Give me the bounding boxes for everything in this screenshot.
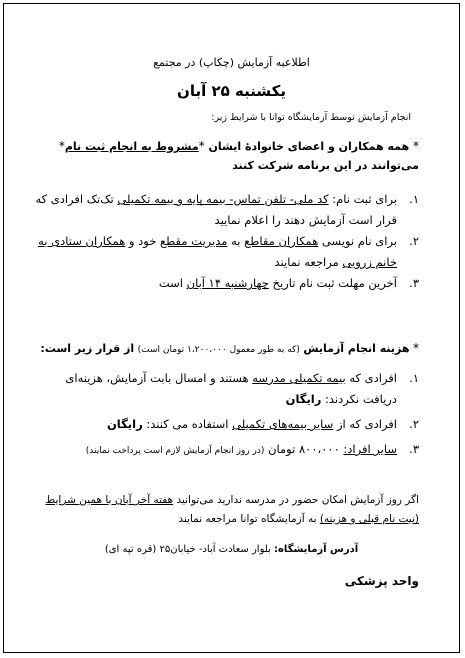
cost-amount: ۸۰۰،۰۰۰ تومان [268,442,340,456]
footer-paragraph [34,491,419,529]
item-underlined: همکاران مقاطع [244,234,319,248]
item-text: افرادی که از [336,417,397,431]
cost-colon: : [40,342,45,355]
cost-tail: از قرار زیر است [44,342,135,355]
intro-line: انجام آزمایش توسط آزمایشگاه توانا با شرایط زیر: [211,112,411,123]
cost-note: (در روز انجام آزمایش لازم است پرداخت نمایند) [85,446,265,456]
item-text: است [158,276,183,290]
asterisk-icon: * [413,139,419,153]
eligibility-paragraph [34,137,419,175]
item-text: استفاده می کنند: [146,417,229,431]
item-text: برای ثبت نام: [332,192,397,206]
footer-text: به آزمایشگاه توانا مراجعه نمایند [178,513,317,525]
item-text: آخرین مهلت ثبت نام تاریخ [272,276,397,290]
list-number: ۱. [409,371,419,385]
eligibility-condition: مشروط به انجام ثبت نام [64,140,199,153]
cost-label: هزینه انجام آزمایش [303,342,410,355]
date-title: یکشنبه ۲۵ آبان [177,82,286,100]
registration-list [34,189,419,294]
item-underlined: کد ملی- تلفن تماس- بیمه پایه و بیمه تکمیلی [117,192,329,206]
item-underlined: مدیریت مقطع [159,234,228,248]
asterisk-icon: * [58,139,65,153]
cost-heading [34,341,419,355]
item-text: افرادی که [349,371,397,385]
item-text: برای نام نویسی [321,234,397,248]
list-number: ۳. [409,276,419,290]
list-item [34,189,419,231]
list-item [34,231,419,273]
list-number: ۲. [409,234,419,248]
item-underlined: سایر بیمه‌های تکمیلی [232,417,334,431]
list-item [34,273,419,294]
cost-list [34,368,419,462]
list-item [34,439,419,462]
item-text: به [231,234,241,248]
item-underlined: همکاران ستادی به خانم زرویی [38,234,397,269]
item-underlined: بیمه تکمیلی مدرسه [252,371,346,385]
asterisk-icon: * [198,139,205,153]
item-text: تک‌تک افرادی که قرار است آزمایش دهند را اعلام نمایید [35,192,397,227]
address-line [4,544,459,555]
list-number: ۲. [409,417,419,431]
cost-value: رایگان [285,392,322,406]
item-text: هستند و امسال بابت آزمایش، هزینه‌ای دریافت نکردند: [65,371,397,406]
list-number: ۳. [409,442,419,456]
eligibility-part1: همه همکاران و اعضای خانوادهٔ ایشان [208,140,410,153]
announcement-heading: اطلاعیه آزمایش (چکاپ) در مجتمع [153,56,310,69]
asterisk-icon: * [413,341,419,355]
cost-note: (که به طور معمول ۱،۲۰۰،۰۰۰ تومان است) [137,345,300,355]
document-page [3,3,460,653]
footer-underlined: (نیت نام قبلی و هزینه) [319,513,419,525]
address-label: آدرس آزمایشگاه: [274,544,359,555]
item-underlined: چهارشنبه ۱۴ آبان [186,276,269,290]
item-text: خود و [128,234,157,248]
footer-underlined: هفته آخر آبان با همین شرایط [45,494,174,506]
footer-text: اگر روز آزمایش امکان حضور در مدرسه ندارید می‌توانید [176,494,419,506]
list-item [34,368,419,410]
eligibility-part3: می‌توانند در این برنامه شرکت کنند [232,159,419,172]
cost-value: رایگان [106,417,143,431]
list-number: ۱. [409,192,419,206]
item-underlined: سایر افراد: [343,442,397,456]
item-text: مراجعه نمایند [274,255,339,269]
address-value: بلوار سعادت آباد- خیابان۲۵ (قره تپه ای) [104,544,271,555]
list-item [34,414,419,435]
signature: واحد پزشکی [344,574,419,588]
